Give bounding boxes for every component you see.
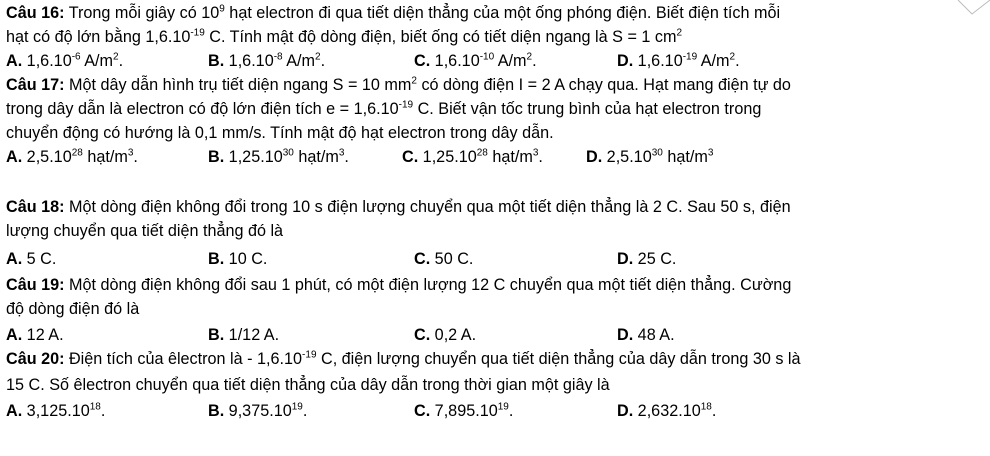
q16-sup: -19 [190, 27, 205, 39]
q17-text: trong dây dẫn là electron có độ lớn điện tích e = 1,6.10 [6, 100, 399, 118]
option-text: 18 [89, 401, 101, 413]
option-text: C. [414, 250, 431, 268]
option-text: hạt/m [662, 148, 708, 166]
q18-option-a [6, 248, 56, 270]
q17-line-1 [6, 74, 791, 96]
option-text: -8 [273, 51, 283, 63]
option-text: B. [208, 326, 225, 344]
q17-options [6, 146, 984, 168]
page-corner-decoration [950, 0, 990, 24]
q20-line-1 [6, 348, 801, 370]
option-text: 2 [526, 51, 533, 63]
q19-option-d [617, 324, 675, 346]
q16-text: hạt electron đi qua tiết diện thẳng của một ống phóng điện. Biết điện tích mỗi [224, 4, 781, 22]
q17-option-c [402, 146, 543, 168]
q20-text: C, điện lượng chuyển qua tiết diện thẳng của dây dẫn trong 30 s là [316, 350, 801, 368]
q18-option-d [617, 248, 676, 270]
q18-options [6, 248, 984, 270]
q18-label: Câu 18: [6, 198, 65, 216]
q16-option-a [6, 50, 123, 72]
option-text: 12 A. [22, 326, 64, 344]
option-text: -6 [71, 51, 81, 63]
option-text: C. [414, 52, 431, 70]
option-text: C. [402, 148, 419, 166]
q20-option-b [208, 400, 307, 422]
q20-options [6, 400, 984, 422]
q17-text: có dòng điện I = 2 A chạy qua. Hạt mang điện tự do [416, 76, 791, 94]
option-text: hạt/m [82, 148, 128, 166]
option-text: B. [208, 148, 225, 166]
option-text: 5 C. [22, 250, 57, 268]
option-text: 2,5.10 [22, 148, 72, 166]
option-text: hạt/m [293, 148, 339, 166]
q17-line-3: chuyển động có hướng là 0,1 mm/s. Tính mật độ hạt electron trong dây dẫn. [6, 124, 554, 142]
option-text: 0,2 A. [430, 326, 477, 344]
q17-option-d [586, 146, 713, 168]
q18-option-b [208, 248, 267, 270]
option-text: 1,6.10 [633, 52, 683, 70]
q19-option-a [6, 324, 64, 346]
q19-option-c [414, 324, 476, 346]
q16-option-c [414, 50, 537, 72]
option-text: 48 A. [633, 326, 675, 344]
option-text: 1,6.10 [430, 52, 480, 70]
option-text: 25 C. [633, 250, 677, 268]
option-text: 1,6.10 [224, 52, 274, 70]
option-text: A. [6, 148, 23, 166]
q20-option-d [617, 400, 716, 422]
q19-option-b [208, 324, 279, 346]
option-text: A/m [697, 52, 730, 70]
option-text: A. [6, 250, 23, 268]
option-text: 10 C. [224, 250, 268, 268]
option-text: . [538, 148, 543, 166]
q16-line-2 [6, 26, 682, 48]
option-text: A. [6, 52, 23, 70]
option-text: . [508, 402, 514, 420]
q16-options [6, 50, 984, 72]
q16-sup: 9 [219, 3, 225, 15]
q17-option-b [208, 146, 349, 168]
option-text: hạt/m [487, 148, 533, 166]
q18-text: Một dòng điện không đổi trong 10 s điện lượng chuyển qua một tiết diện thẳng là 2 C. Sau 50 s, điện [64, 198, 791, 216]
option-text: -10 [479, 51, 495, 63]
option-text: 1,6.10 [22, 52, 72, 70]
q20-option-a [6, 400, 105, 422]
option-text: 3 [707, 147, 714, 159]
option-text: 18 [700, 401, 712, 413]
q19-options [6, 324, 984, 346]
q20-line-2: 15 C. Số êlectron chuyển qua tiết diện thẳng của dây dẫn trong thời gian một giây là [6, 376, 610, 394]
option-text: . [532, 52, 537, 70]
q20-text: Điện tích của êlectron là - 1,6.10 [64, 350, 303, 368]
option-text: 3 [338, 147, 345, 159]
option-text: 7,895.10 [430, 402, 498, 420]
q17-sup: -19 [398, 99, 414, 111]
q16-text: C. Tính mật độ dòng điện, biết ống có tiết diện ngang là S = 1 cm [204, 28, 677, 46]
option-text: A/m [494, 52, 527, 70]
q20-option-c [414, 400, 513, 422]
q18-line-2: lượng chuyển qua tiết diện thẳng đó là [6, 222, 284, 240]
option-text: D. [617, 402, 634, 420]
option-text: A. [6, 326, 23, 344]
option-text: . [320, 52, 326, 70]
q16-option-d [617, 50, 740, 72]
q20-sup: -19 [302, 349, 317, 361]
option-text: 1,25.10 [418, 148, 477, 166]
option-text: 30 [651, 147, 663, 159]
option-text: 2,632.10 [633, 402, 701, 420]
q17-text: C. Biết vận tốc trung bình của hạt electron trong [413, 100, 762, 118]
option-text: . [344, 148, 349, 166]
option-text: 1/12 A. [224, 326, 280, 344]
option-text: B. [208, 250, 225, 268]
q17-sup: 2 [411, 75, 417, 87]
option-text: 2 [315, 51, 321, 63]
option-text: . [118, 52, 124, 70]
option-text: . [100, 402, 106, 420]
option-text: 2 [113, 51, 119, 63]
q16-option-b [208, 50, 325, 72]
option-text: C. [414, 402, 431, 420]
q19-label: Câu 19: [6, 276, 65, 294]
q18-option-c [414, 248, 473, 270]
q19-line-2: độ dòng điện đó là [6, 300, 140, 318]
option-text: D. [617, 326, 634, 344]
option-text: 19 [497, 401, 509, 413]
q16-text: hạt có độ lớn bằng 1,6.10 [6, 28, 191, 46]
q16-line-1 [6, 2, 780, 24]
option-text: 2 [729, 51, 736, 63]
q19-line-1 [6, 274, 791, 296]
option-text: 28 [71, 147, 83, 159]
q17-label: Câu 17: [6, 76, 65, 94]
option-text: 3,125.10 [22, 402, 90, 420]
q16-label: Câu 16: [6, 4, 65, 22]
q17-option-a [6, 146, 138, 168]
option-text: 50 C. [430, 250, 474, 268]
option-text: 3 [127, 147, 134, 159]
option-text: A/m [80, 52, 113, 70]
q18-line-1 [6, 196, 791, 218]
q17-line-2 [6, 98, 761, 120]
option-text: 19 [291, 401, 303, 413]
option-text: . [302, 402, 308, 420]
option-text: . [711, 402, 717, 420]
option-text: . [735, 52, 740, 70]
q17-text: Một dây dẫn hình trụ tiết diện ngang S = 10 mm [64, 76, 412, 94]
q16-text: Trong mỗi giây có 10 [64, 4, 220, 22]
option-text: 2,5.10 [602, 148, 652, 166]
option-text: -19 [682, 51, 698, 63]
option-text: B. [208, 52, 225, 70]
option-text: C. [414, 326, 431, 344]
option-text: . [133, 148, 138, 166]
q16-sup: 2 [676, 27, 683, 39]
option-text: 9,375.10 [224, 402, 292, 420]
option-text: 3 [532, 147, 539, 159]
q20-label: Câu 20: [6, 350, 65, 368]
option-text: 1,25.10 [224, 148, 283, 166]
option-text: B. [208, 402, 225, 420]
q19-text: Một dòng điện không đổi sau 1 phút, có một điện lượng 12 C chuyển qua một tiết diện thẳng. Cường [64, 276, 792, 294]
option-text: D. [586, 148, 603, 166]
option-text: 28 [476, 147, 488, 159]
option-text: 30 [282, 147, 294, 159]
option-text: A. [6, 402, 23, 420]
option-text: D. [617, 250, 634, 268]
option-text: A/m [282, 52, 315, 70]
option-text: D. [617, 52, 634, 70]
